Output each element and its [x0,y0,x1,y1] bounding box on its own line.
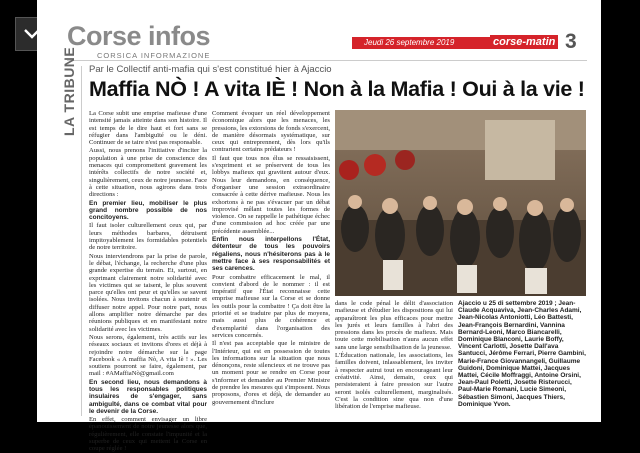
article-paragraph: Nous interviendrons par la prise de parole, le débat, l'échange, la recherche d'une plus grande expertise du terrain. Et, surtout, en exprimant clairement notre solidarité avec les victimes qui se taisent, le plus souvent parce qu'elles ont peur et qu'elles se savent isolées. Nous invitons chacun à soutenir et diffuser notre appel. Pour notre part, nous allons amplifier notre démarche par des réunions publiques et en manifestant notre solidarité avec les victimes. [89,252,207,333]
article-paragraph: En second lieu, nous demandons à tous les responsables politiques insulaires de s'engager, sans ambiguïté, dans ce combat vital pour le devenir de la Corse. [89,378,207,415]
article-headline: Maffia NÒ ! A vita IÈ ! Non à la Mafia ! Oui à la vie ! [89,77,585,101]
article-column-2 [212,110,330,422]
article-paragraph: En premier lieu, mobiliser le plus grand nombre possible de nos concitoyens. [89,199,207,222]
article-paragraph: L'Éducation nationale, les associations, les familles doivent, inlassablement, les inviter à respecter autrui tout en encourageant leur créativité. Ainsi, demain, ceux qui persisteraient à faire pression sur l'autre seront isolés culturellement, marginalisés. C'est la condition sine qua non d'une libération de l'emprise mafieuse. [335,352,453,411]
article-paragraph: Enfin nous interpellons l'État, détenteur de tous les pouvoirs régaliens, nous n'hésiterons pas à le mettre face à ses responsabilités et ses carences. [212,236,330,273]
meeting-photo-illustration [335,110,586,296]
article-column-3 [335,300,453,422]
article-paragraph: La Corse subit une emprise mafieuse d'une intensité jamais atteinte dans son histoire. Il est temps de le dire haut et fort sans se réfugier dans l'ambiguïté ou le déni. Continuer de se taire n'est pas responsable. [89,110,207,147]
article-kicker: Par le Collectif anti-mafia qui s'est constitué hier à Ajaccio [89,64,332,75]
date-bar: Jeudi 26 septembre 2019 [352,37,527,49]
article-paragraph: dans le code pénal le délit d'association mafieuse et d'étudier les dispositions qui lui apparaîtront les plus efficaces pour mettre les jurés et leurs familles à l'abri des pressions dans les procès de mafieux. Mais toute cette mobilisation n'aura aucun effet sans une large sensibilisation de la jeunesse. [335,300,453,351]
article-paragraph: Il faut que tous nos élus se ressaisissent, s'expriment et se préservent de tous les lobbys mafieux qui gravitent autour d'eux. Nous leur demandons, en conséquence, d'organiser une session extraordinaire consacrée à cette dérive mafieuse. Nous les exhortons à ne pas s'évacuer par un débat improvisé mêlant toutes les formes de violence. On se rappelle le pathétique échec d'une commission ad hoc créée par une précédente assemblée... [212,154,330,235]
article-paragraph: Il n'est pas acceptable que le ministre de l'Intérieur, qui est en possession de toutes les informations sur la situation que nous dénonçons, reste silencieux et ne trouve pas un moment pour se rendre en Corse pour s'informer et demander au Premier Ministre de prendre les mesures qui s'imposent. Nous proposons, d'ores et déjà, de demander au gouvernement d'inclure [212,340,330,406]
section-brand-subtitle: CORSICA INFORMAZIONE [97,51,211,60]
meeting-photo [335,110,586,296]
article-paragraph: Il faut isoler culturellement ceux qui, par leurs méthodes barbares, détruisent impitoyablement les formidables potentiels de notre territoire. [89,222,207,252]
site-logo: corse-matin [490,35,558,49]
header-rule [67,60,587,61]
section-rule [81,66,82,416]
article-paragraph: En effet, comment envisager un libre épanouissement de notre jeunesse alors que, régulièrement, elle constate l'impunité et la superbe de ceux qui mettent la Corse en coupe réglée ! [89,416,207,453]
section-brand: Corse infos [67,21,211,51]
article-paragraph: Aussi, nous prenons l'initiative d'inciter la population à une prise de conscience des menaces qui compromettent gravement les intérêts collectifs de notre société et, singulièrement, ceux de notre jeunesse. Face à cette situation, nous agirons dans trois directions : [89,147,207,199]
masthead [67,22,210,60]
page-number: 3 [565,30,577,53]
article-paragraph: Nous serons, également, très actifs sur les réseaux sociaux et invitons d'ores et déjà à rejoindre notre démarche sur la page Facebook « A maffia Nò, A vita Iè ! ». Les soutiens pourront se faire, également, par mail : #AMaffiaNò@gmail.com [89,333,207,378]
section-label-text: LA TRIBUNE [61,46,77,136]
newspaper-page [37,0,601,453]
article-paragraph: Pour combattre efficacement le mal, il convient d'abord de le nommer : il est impératif que l'État reconnaisse cette emprise mafieuse sur la Corse et se donne les outils pour la combattre ! Ça doit être la priorité et se traduire par plus de moyens, mais aussi plus de cohérence et d'exemplarité dans l'organisation des services concernés. [212,273,330,339]
article-paragraph: Ajaccio u 25 di settembre 2019 ; Jean-Claude Acquaviva, Jean-Charles Adami, Jean-Nicolas Antoniotti, Léo Battesti, Jean-François Bernardini, Vannina Bernard-Leoni, Marco Biancarelli, Dominique Blanconi, Laurie Boffy, Vincent Carlotti, Josette Dall'ava Santucci, Jérôme Ferrari, Pierre Gambini, Marie-France Giovannangeli, Guillaume Guidoni, Dominique Mattei, Jacques Mattei, Cécile Moffraggi, Antoine Orsini, Jean-Paul Poletti, Josette Risterucci, Paul-Marie Romani, Lucie Simeoni, Sébastien Simoni, Jacques Thiers, Dominique Yvon. [458,300,586,408]
signatories-column [458,300,586,422]
article-column-1 [89,110,207,453]
article-paragraph: Comment évoquer un réel développement économique alors que les menaces, les pressions, les extorsions de fonds s'exercent, de manière désormais systématique, sur ceux qui entreprennent, dès lors qu'ils contrarient certains prédateurs ! [212,110,330,154]
section-label [59,46,81,144]
